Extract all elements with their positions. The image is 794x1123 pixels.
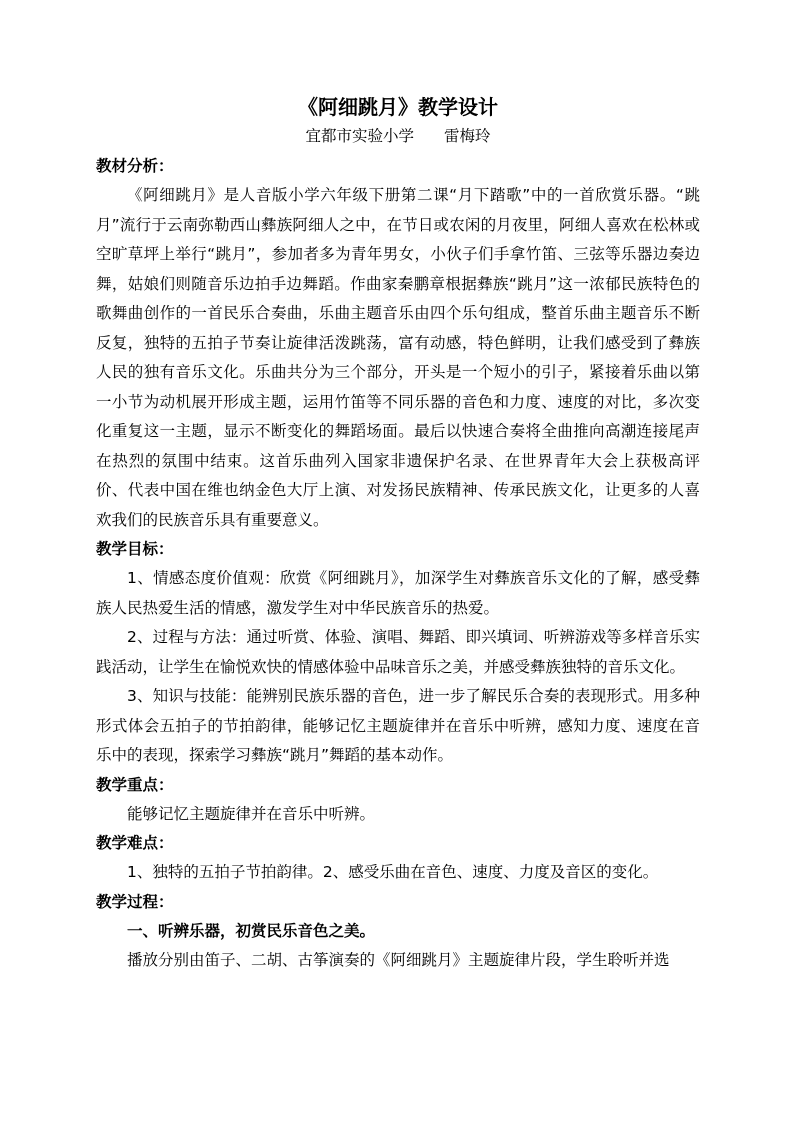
key-points-paragraph: 能够记忆主题旋律并在音乐中听辨。 xyxy=(127,804,376,823)
document-byline xyxy=(96,122,700,150)
section-heading-process: 教学过程： xyxy=(96,892,174,911)
author-name: 雷梅玲 xyxy=(444,127,491,145)
goal-item-process: 2、过程与方法：通过听赏、体验、演唱、舞蹈、即兴填词、听辨游戏等多样音乐实践活动，让学生在愉悦欢快的情感体验中品味音乐之美，并感受彝族独特的音乐文化。 xyxy=(96,628,700,676)
goal-item-emotion: 1、情感态度价值观：欣赏《阿细跳月》，加深学生对彝族音乐文化的了解，感受彝族人民热爱生活的情感，激发学生对中华民族音乐的热爱。 xyxy=(96,569,700,617)
process-step1-paragraph: 播放分别由笛子、二胡、古筝演奏的《阿细跳月》主题旋律片段，学生聆听并选 xyxy=(127,951,670,969)
section-heading-key-points: 教学重点： xyxy=(96,775,174,794)
goal-item-knowledge: 3、知识与技能：能辨别民族乐器的音色，进一步了解民乐合奏的表现形式。用多种形式体会五拍子的节拍韵律，能够记忆主题旋律并在音乐中听辨，感知力度、速度在音乐中的表现，探索学习彝族“跳月”舞蹈的基本动作。 xyxy=(96,687,700,764)
school-name: 宜都市实验小学 xyxy=(305,127,414,145)
analysis-paragraph: 《阿细跳月》是人音版小学六年级下册第二课“月下踏歌”中的一首欣赏乐器。“跳月”流行于云南弥勒西山彝族阿细人之中，在节日或农闲的月夜里，阿细人喜欢在松林或空旷草坪上举行“跳月”，参加者多为青年男女，小伙子们手拿竹笛、三弦等乐器边奏边舞，姑娘们则随音乐边拍手边舞蹈。作曲家秦鹏章根据彝族“跳月”这一浓郁民族特色的歌舞曲创作的一首民乐合奏曲，乐曲主题音乐由四个乐句组成，整首乐曲主题音乐不断反复，独特的五拍子节奏让旋律活泼跳荡，富有动感，特色鲜明，让我们感受到了彝族人民的独有音乐文化。乐曲共分为三个部分，开头是一个短小的引子，紧接着乐曲以第一小节为动机展开形成主题，运用竹笛等不同乐器的音色和力度、速度的对比，多次变化重复这一主题，显示不断变化的舞蹈场面。最后以快速合奏将全曲推向高潮连接尾声在热烈的氛围中结束。这首乐曲列入国家非遗保护名录、在世界青年大会上获极高评价、代表中国在维也纳金色大厅上演、对发扬民族精神、传承民族文化，让更多的人喜欢我们的民族音乐具有重要意义。 xyxy=(96,186,700,529)
section-heading-analysis: 教材分析： xyxy=(96,157,174,175)
process-step1-title: 一、听辨乐器，初赏民乐音色之美。 xyxy=(127,921,376,940)
document-page xyxy=(96,92,700,976)
section-heading-goals: 教学目标： xyxy=(96,540,174,558)
section-heading-difficulties: 教学难点： xyxy=(96,834,174,852)
document-title: 《阿细跳月》教学设计 xyxy=(298,95,498,119)
difficulties-paragraph: 1、独特的五拍子节拍韵律。2、感受乐曲在音色、速度、力度及音区的变化。 xyxy=(127,863,659,881)
